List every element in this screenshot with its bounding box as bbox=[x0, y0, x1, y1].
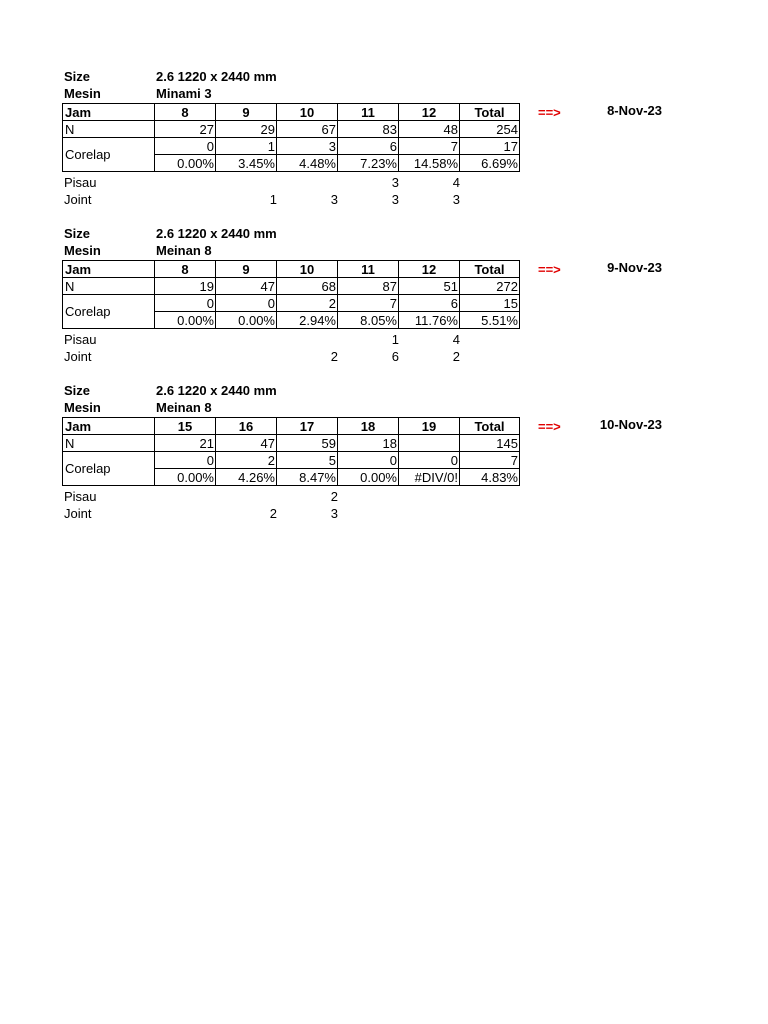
n-cell: 51 bbox=[399, 278, 460, 295]
joint-value: 1 bbox=[269, 192, 277, 207]
mesin-row bbox=[62, 399, 702, 416]
corelap-pct-cell: 5.51% bbox=[460, 312, 520, 329]
corelap-count-cell: 3 bbox=[277, 138, 338, 155]
joint-row bbox=[62, 348, 522, 365]
n-cell: 48 bbox=[399, 121, 460, 138]
header-cell: 9 bbox=[216, 104, 277, 121]
corelap-count-cell: 15 bbox=[460, 295, 520, 312]
corelap-count-cell: 7 bbox=[338, 295, 399, 312]
n-cell: 87 bbox=[338, 278, 399, 295]
n-cell: 272 bbox=[460, 278, 520, 295]
corelap-pct-cell: 0.00% bbox=[155, 155, 216, 172]
joint-row bbox=[62, 191, 522, 208]
corelap-pct-cell: 8.05% bbox=[338, 312, 399, 329]
corelap-pct-cell: 3.45% bbox=[216, 155, 277, 172]
corelap-count-cell: 0 bbox=[155, 138, 216, 155]
pisau-label: Pisau bbox=[64, 489, 97, 504]
joint-value: 3 bbox=[391, 192, 399, 207]
n-cell: 254 bbox=[460, 121, 520, 138]
n-cell: 21 bbox=[155, 435, 216, 452]
header-cell: 16 bbox=[216, 418, 277, 435]
header-cell: Jam bbox=[63, 261, 155, 278]
arrow-indicator: ==> bbox=[538, 105, 561, 120]
n-cell: 47 bbox=[216, 435, 277, 452]
mesin-label: Mesin bbox=[64, 400, 101, 415]
header-cell: 18 bbox=[338, 418, 399, 435]
joint-value: 2 bbox=[269, 506, 277, 521]
n-label: N bbox=[63, 121, 155, 138]
n-cell bbox=[399, 435, 460, 452]
corelap-pct-cell: 0.00% bbox=[216, 312, 277, 329]
header-cell: 19 bbox=[399, 418, 460, 435]
corelap-count-cell: 6 bbox=[399, 295, 460, 312]
mesin-row bbox=[62, 242, 702, 259]
mesin-label: Mesin bbox=[64, 86, 101, 101]
pisau-value: 1 bbox=[391, 332, 399, 347]
report-date: 8-Nov-23 bbox=[607, 103, 662, 118]
table-header-row bbox=[63, 418, 520, 435]
n-row bbox=[63, 121, 520, 138]
header-cell: 8 bbox=[155, 104, 216, 121]
n-cell: 83 bbox=[338, 121, 399, 138]
n-cell: 19 bbox=[155, 278, 216, 295]
header-cell: Total bbox=[460, 261, 520, 278]
corelap-pct-cell: 0.00% bbox=[338, 469, 399, 486]
joint-value: 3 bbox=[330, 506, 338, 521]
header-cell: 12 bbox=[399, 261, 460, 278]
joint-value: 3 bbox=[330, 192, 338, 207]
header-cell: 10 bbox=[277, 261, 338, 278]
corelap-pct-cell: 7.23% bbox=[338, 155, 399, 172]
size-value: 2.6 1220 x 2440 mm bbox=[156, 69, 277, 84]
n-cell: 68 bbox=[277, 278, 338, 295]
header-cell: Total bbox=[460, 104, 520, 121]
corelap-pct-cell: #DIV/0! bbox=[399, 469, 460, 486]
header-cell: 9 bbox=[216, 261, 277, 278]
pisau-value: 4 bbox=[452, 175, 460, 190]
corelap-count-cell: 7 bbox=[399, 138, 460, 155]
n-row bbox=[63, 278, 520, 295]
size-value: 2.6 1220 x 2440 mm bbox=[156, 383, 277, 398]
pisau-value: 4 bbox=[452, 332, 460, 347]
corelap-count-cell: 2 bbox=[277, 295, 338, 312]
corelap-pct-cell: 4.83% bbox=[460, 469, 520, 486]
size-row bbox=[62, 382, 702, 399]
joint-label: Joint bbox=[64, 192, 92, 207]
n-label: N bbox=[63, 435, 155, 452]
corelap-count-cell: 7 bbox=[460, 452, 520, 469]
corelap-label: Corelap bbox=[63, 452, 155, 486]
mesin-value: Minami 3 bbox=[156, 86, 212, 101]
pisau-row bbox=[62, 488, 522, 505]
corelap-pct-cell: 2.94% bbox=[277, 312, 338, 329]
size-label: Size bbox=[64, 226, 91, 241]
size-row bbox=[62, 68, 702, 85]
corelap-pct-cell: 0.00% bbox=[155, 312, 216, 329]
report-date: 10-Nov-23 bbox=[599, 417, 662, 432]
hourly-table bbox=[62, 260, 520, 329]
header-cell: Jam bbox=[63, 104, 155, 121]
corelap-pct-cell: 4.48% bbox=[277, 155, 338, 172]
corelap-count-cell: 2 bbox=[216, 452, 277, 469]
n-label: N bbox=[63, 278, 155, 295]
corelap-pct-cell: 11.76% bbox=[399, 312, 460, 329]
header-cell: 15 bbox=[155, 418, 216, 435]
corelap-pct-cell: 14.58% bbox=[399, 155, 460, 172]
header-cell: Jam bbox=[63, 418, 155, 435]
size-label: Size bbox=[64, 69, 91, 84]
corelap-count-row bbox=[63, 295, 520, 312]
joint-row bbox=[62, 505, 522, 522]
mesin-value: Meinan 8 bbox=[156, 243, 212, 258]
corelap-count-cell: 0 bbox=[399, 452, 460, 469]
corelap-pct-cell: 4.26% bbox=[216, 469, 277, 486]
table-header-row bbox=[63, 261, 520, 278]
corelap-count-row bbox=[63, 452, 520, 469]
corelap-count-cell: 1 bbox=[216, 138, 277, 155]
header-cell: 11 bbox=[338, 261, 399, 278]
header-cell: 11 bbox=[338, 104, 399, 121]
n-row bbox=[63, 435, 520, 452]
corelap-count-row bbox=[63, 138, 520, 155]
report-block bbox=[62, 382, 702, 521]
table-header-row bbox=[63, 104, 520, 121]
hourly-table bbox=[62, 103, 520, 172]
hourly-table bbox=[62, 417, 520, 486]
header-cell: 12 bbox=[399, 104, 460, 121]
n-cell: 27 bbox=[155, 121, 216, 138]
corelap-count-cell: 0 bbox=[216, 295, 277, 312]
pisau-value: 2 bbox=[330, 489, 338, 504]
corelap-pct-cell: 6.69% bbox=[460, 155, 520, 172]
corelap-label: Corelap bbox=[63, 138, 155, 172]
report-block bbox=[62, 225, 702, 364]
pisau-row bbox=[62, 174, 522, 191]
n-cell: 18 bbox=[338, 435, 399, 452]
joint-value: 6 bbox=[391, 349, 399, 364]
header-cell: 8 bbox=[155, 261, 216, 278]
joint-value: 2 bbox=[330, 349, 338, 364]
joint-label: Joint bbox=[64, 506, 92, 521]
arrow-indicator: ==> bbox=[538, 419, 561, 434]
n-cell: 59 bbox=[277, 435, 338, 452]
size-value: 2.6 1220 x 2440 mm bbox=[156, 226, 277, 241]
corelap-count-cell: 0 bbox=[155, 295, 216, 312]
corelap-count-cell: 0 bbox=[338, 452, 399, 469]
header-cell: 10 bbox=[277, 104, 338, 121]
n-cell: 145 bbox=[460, 435, 520, 452]
n-cell: 47 bbox=[216, 278, 277, 295]
joint-label: Joint bbox=[64, 349, 92, 364]
n-cell: 67 bbox=[277, 121, 338, 138]
header-cell: Total bbox=[460, 418, 520, 435]
pisau-label: Pisau bbox=[64, 332, 97, 347]
mesin-row bbox=[62, 85, 702, 102]
report-date: 9-Nov-23 bbox=[607, 260, 662, 275]
size-label: Size bbox=[64, 383, 91, 398]
pisau-row bbox=[62, 331, 522, 348]
corelap-count-cell: 5 bbox=[277, 452, 338, 469]
pisau-value: 3 bbox=[391, 175, 399, 190]
corelap-pct-cell: 0.00% bbox=[155, 469, 216, 486]
pisau-label: Pisau bbox=[64, 175, 97, 190]
corelap-label: Corelap bbox=[63, 295, 155, 329]
n-cell: 29 bbox=[216, 121, 277, 138]
corelap-count-cell: 0 bbox=[155, 452, 216, 469]
mesin-label: Mesin bbox=[64, 243, 101, 258]
joint-value: 3 bbox=[452, 192, 460, 207]
corelap-count-cell: 6 bbox=[338, 138, 399, 155]
report-block bbox=[62, 68, 702, 207]
corelap-count-cell: 17 bbox=[460, 138, 520, 155]
size-row bbox=[62, 225, 702, 242]
mesin-value: Meinan 8 bbox=[156, 400, 212, 415]
header-cell: 17 bbox=[277, 418, 338, 435]
corelap-pct-cell: 8.47% bbox=[277, 469, 338, 486]
arrow-indicator: ==> bbox=[538, 262, 561, 277]
joint-value: 2 bbox=[452, 349, 460, 364]
